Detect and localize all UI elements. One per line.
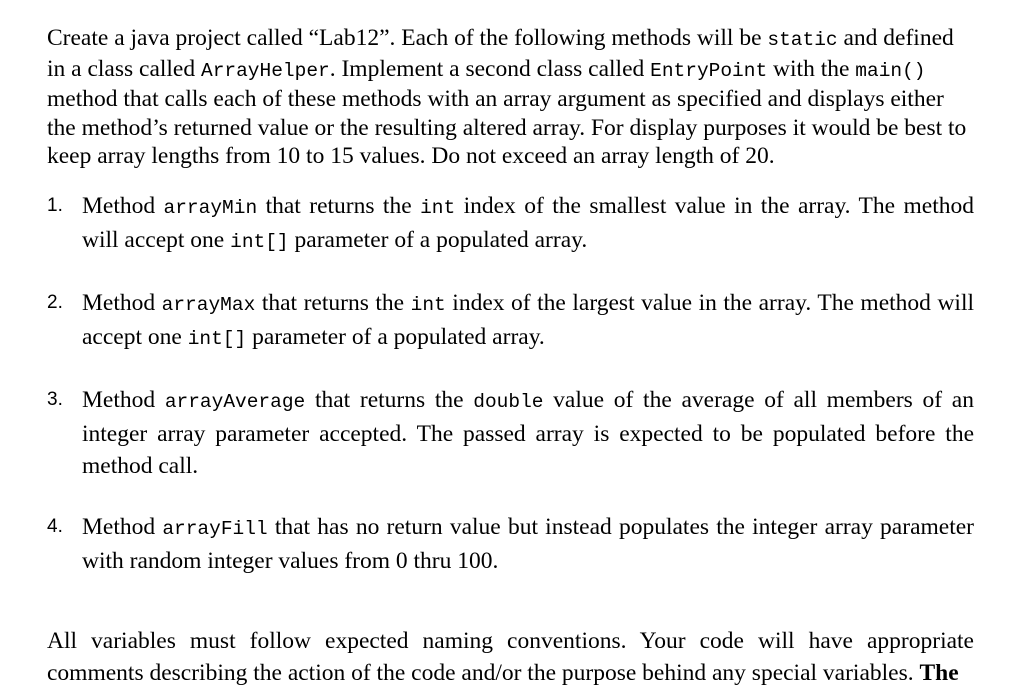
intro-text: method that calls each of these methods with an array argument as specified and displays either the method’s returned value or the resulting altered array. For display purposes it would be best to keep array lengths from 10 to 15 values. Do not exceed an array length of 20. <box>47 86 967 170</box>
code-arrayhelper: ArrayHelper <box>201 59 330 82</box>
task-text <box>82 190 974 258</box>
task-text <box>82 511 974 577</box>
task-text-part: Method <box>82 290 162 316</box>
code-static: static <box>767 29 838 51</box>
code-arrayfill: arrayFill <box>162 518 268 540</box>
task-text-part: that returns the <box>255 290 411 316</box>
task-number: 4. <box>47 516 63 537</box>
code-arrayaverage: arrayAverage <box>164 391 306 413</box>
intro-text: Create a java project called “Lab12”. Each of the following methods will be <box>47 25 768 51</box>
task-text-part: value of the average of all members of an integer array parameter accepted. The passed array is expected to be populated before the method call. <box>82 387 974 480</box>
task-text-part: Method <box>82 514 163 540</box>
closing-text: All variables must follow expected naming conventions. Your code will have appropriate comments describing the action of the code and/or the purpose behind any special variables. <box>47 628 974 686</box>
task-text <box>82 384 974 483</box>
code-int: int <box>410 294 446 316</box>
task-text-part: index of the largest value in the array. The method will accept one <box>82 290 974 351</box>
code-main: main() <box>855 59 926 82</box>
code-double: double <box>473 391 544 413</box>
intro-text: with the <box>767 55 856 82</box>
code-arraymax: arrayMax <box>161 294 256 316</box>
task-number: 2. <box>47 292 63 313</box>
task-text <box>82 287 974 355</box>
code-entrypoint: EntryPoint <box>650 59 768 82</box>
closing-paragraph <box>47 625 974 689</box>
intro-paragraph <box>47 24 974 171</box>
task-text-part: parameter of a populated array. <box>288 227 588 254</box>
task-text-part: Method <box>82 387 165 413</box>
task-text-part: index of the smallest value in the array. The method will accept one <box>82 193 974 254</box>
code-int: int <box>420 197 456 219</box>
code-int-array: int[] <box>230 231 289 254</box>
closing-bold-text: The <box>919 660 959 686</box>
intro-text: . Implement a second class called <box>329 55 651 82</box>
task-number: 3. <box>47 389 63 410</box>
task-text-part: that returns the <box>257 193 421 219</box>
code-int-array: int[] <box>187 328 247 351</box>
intro-text: and defined in a class called <box>47 25 954 82</box>
task-text-part: Method <box>82 193 164 219</box>
task-text-part: that has no return value but instead populates the integer array parameter with random integer values from 0 thru 100. <box>82 514 974 575</box>
code-arraymin: arrayMin <box>163 197 258 219</box>
task-text-part: that returns the <box>305 387 474 413</box>
task-text-part: parameter of a populated array. <box>246 324 545 351</box>
task-number: 1. <box>47 195 63 216</box>
document-page <box>47 0 974 697</box>
